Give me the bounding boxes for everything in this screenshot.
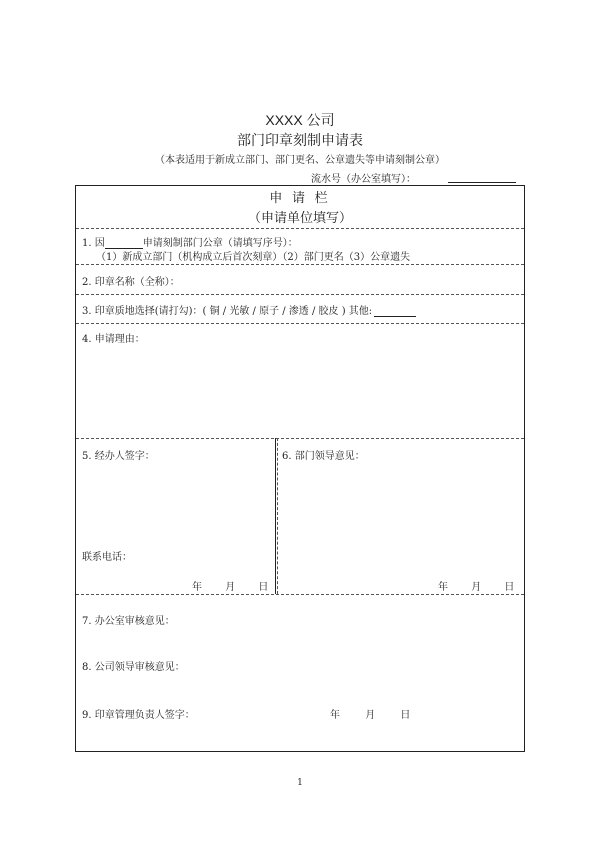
- item8-label: 8. 公司领导审核意见：: [82, 662, 185, 673]
- date-year: 年: [192, 582, 202, 593]
- item1-suffix: 申请刻制部门公章（请填写序号）：: [142, 238, 298, 249]
- company-name: XXXX 公司: [265, 112, 335, 128]
- item7-label: 7. 办公室审核意见：: [82, 616, 175, 627]
- date-year: 年: [330, 710, 340, 721]
- item1-line: [82, 234, 298, 249]
- item2-label: 2. 印章名称（全称）：: [82, 277, 180, 288]
- row-divider: [76, 594, 524, 595]
- row-divider: [76, 228, 524, 229]
- item5-label: 5. 经办人签字：: [82, 451, 155, 462]
- column-divider-dashed: [277, 438, 278, 594]
- serial-label: 流水号（办公室填写）：: [311, 174, 416, 185]
- item4-label: 4. 申请理由：: [82, 334, 145, 345]
- item5-date: [192, 578, 268, 593]
- row-divider: [76, 264, 524, 265]
- section-title: 申 请 栏: [269, 190, 331, 205]
- date-day: 日: [504, 582, 515, 593]
- row-divider: [76, 438, 524, 439]
- page-number: 1: [297, 778, 303, 788]
- item3-line: [82, 302, 416, 317]
- date-month: 月: [471, 582, 482, 593]
- item5-phone-label: 联系电话：: [82, 552, 132, 563]
- row-divider: [76, 323, 524, 324]
- item6-label: 6. 部门领导意见：: [282, 451, 365, 462]
- item9-label: 9. 印章管理负责人签字：: [82, 710, 195, 721]
- date-year: 年: [438, 582, 448, 593]
- item1-prefix: 1. 因: [82, 238, 105, 249]
- section-subtitle: （申请单位填写）: [247, 210, 352, 225]
- item1-options: （1）新成立部门（机构成立后首次刻章）（2）部门更名（3）公章遗失: [96, 252, 411, 263]
- row-divider: [76, 294, 524, 295]
- column-divider: [275, 438, 276, 594]
- form-note: （本表适用于新成立部门、部门更名、公章遗失等申请刻制公章）: [155, 155, 445, 166]
- date-month: 月: [225, 582, 236, 593]
- item3-prefix: 3. 印章质地选择(请打勾)：: [82, 306, 203, 317]
- form-title: 部门印章刻制申请表: [237, 132, 363, 148]
- item9-date: [330, 706, 410, 721]
- date-month: 月: [365, 710, 376, 721]
- item3-other-label: 其他:: [348, 306, 373, 317]
- date-day: 日: [400, 710, 411, 721]
- item3-options[interactable]: ( 铜 / 光敏 / 原子 / 渗透 / 胶皮 ): [202, 306, 346, 317]
- item6-date: [438, 578, 514, 593]
- date-day: 日: [258, 582, 269, 593]
- item3-other-blank[interactable]: [374, 306, 416, 317]
- serial-blank[interactable]: [448, 182, 516, 183]
